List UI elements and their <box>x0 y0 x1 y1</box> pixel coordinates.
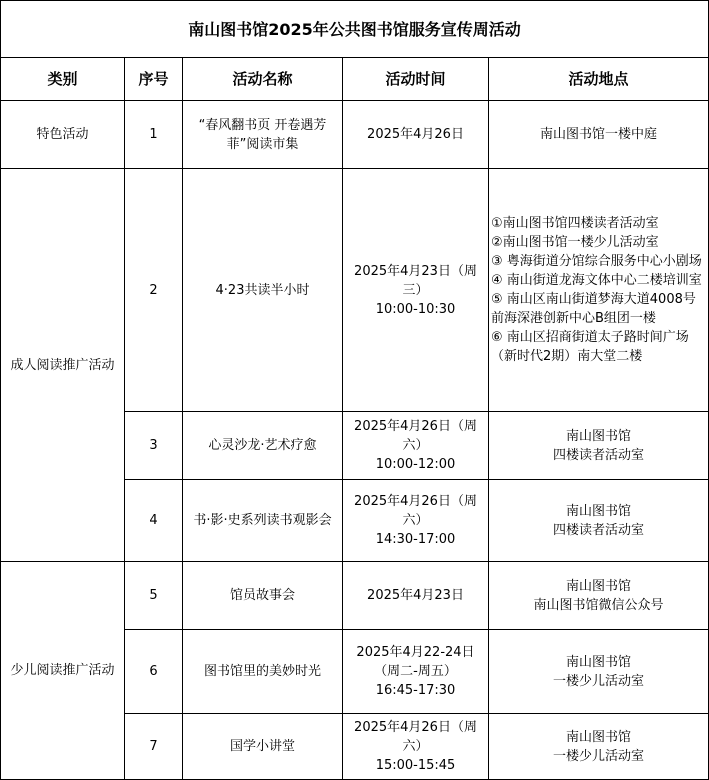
activity-time: 2025年4月22-24日 （周二-周五） 16:45-17:30 <box>343 630 489 714</box>
activity-name: “春风翻书页 开卷遇芳菲”阅读市集 <box>183 101 343 169</box>
row-number: 6 <box>125 630 183 714</box>
header-category: 类别 <box>1 58 125 101</box>
activity-location: 南山图书馆 一楼少儿活动室 <box>489 714 709 780</box>
activity-time: 2025年4月26日（周六） 15:00-15:45 <box>343 714 489 780</box>
activity-time: 2025年4月26日 <box>343 101 489 169</box>
activity-location: 南山图书馆 一楼少儿活动室 <box>489 630 709 714</box>
header-name: 活动名称 <box>183 58 343 101</box>
activity-location: 南山图书馆 四楼读者活动室 <box>489 480 709 562</box>
activity-time: 2025年4月26日（周六） 10:00-12:00 <box>343 412 489 480</box>
title-row <box>1 1 709 58</box>
activity-name: 4·23共读半小时 <box>183 169 343 412</box>
category-cell-children: 少儿阅读推广活动 <box>1 562 125 780</box>
table-row <box>1 169 709 412</box>
header-number: 序号 <box>125 58 183 101</box>
activity-location <box>489 169 709 412</box>
header-location: 活动地点 <box>489 58 709 101</box>
row-number: 2 <box>125 169 183 412</box>
header-row <box>1 58 709 101</box>
activity-time: 2025年4月23日（周三） 10:00-10:30 <box>343 169 489 412</box>
location-item: ③ 粤海街道分馆综合服务中心小剧场 <box>491 254 702 269</box>
location-item: ①南山图书馆四楼读者活动室 <box>491 216 659 231</box>
category-cell-adult: 成人阅读推广活动 <box>1 169 125 562</box>
activity-time: 2025年4月23日 <box>343 562 489 630</box>
category-cell-special: 特色活动 <box>1 101 125 169</box>
location-item: ②南山图书馆一楼少儿活动室 <box>491 235 659 250</box>
activity-location: 南山图书馆 四楼读者活动室 <box>489 412 709 480</box>
activity-name: 馆员故事会 <box>183 562 343 630</box>
activity-name: 图书馆里的美妙时光 <box>183 630 343 714</box>
header-time: 活动时间 <box>343 58 489 101</box>
row-number: 5 <box>125 562 183 630</box>
activity-name: 书·影·史系列读书观影会 <box>183 480 343 562</box>
row-number: 7 <box>125 714 183 780</box>
activity-location: 南山图书馆 南山图书馆微信公众号 <box>489 562 709 630</box>
location-item: ⑤ 南山区南山街道梦海大道4008号前海深港创新中心B组团一楼 <box>491 292 696 326</box>
row-number: 3 <box>125 412 183 480</box>
row-number: 1 <box>125 101 183 169</box>
table-row <box>1 562 709 630</box>
page-title: 南山图书馆2025年公共图书馆服务宣传周活动 <box>1 1 709 58</box>
row-number: 4 <box>125 480 183 562</box>
location-item: ⑥ 南山区招商街道太子路时间广场（新时代2期）南大堂二楼 <box>491 330 689 364</box>
activity-location: 南山图书馆一楼中庭 <box>489 101 709 169</box>
activity-name: 国学小讲堂 <box>183 714 343 780</box>
table-row <box>1 101 709 169</box>
activity-name: 心灵沙龙·艺术疗愈 <box>183 412 343 480</box>
location-item: ④ 南山街道龙海文体中心二楼培训室 <box>491 273 702 288</box>
activity-time: 2025年4月26日（周六） 14:30-17:00 <box>343 480 489 562</box>
